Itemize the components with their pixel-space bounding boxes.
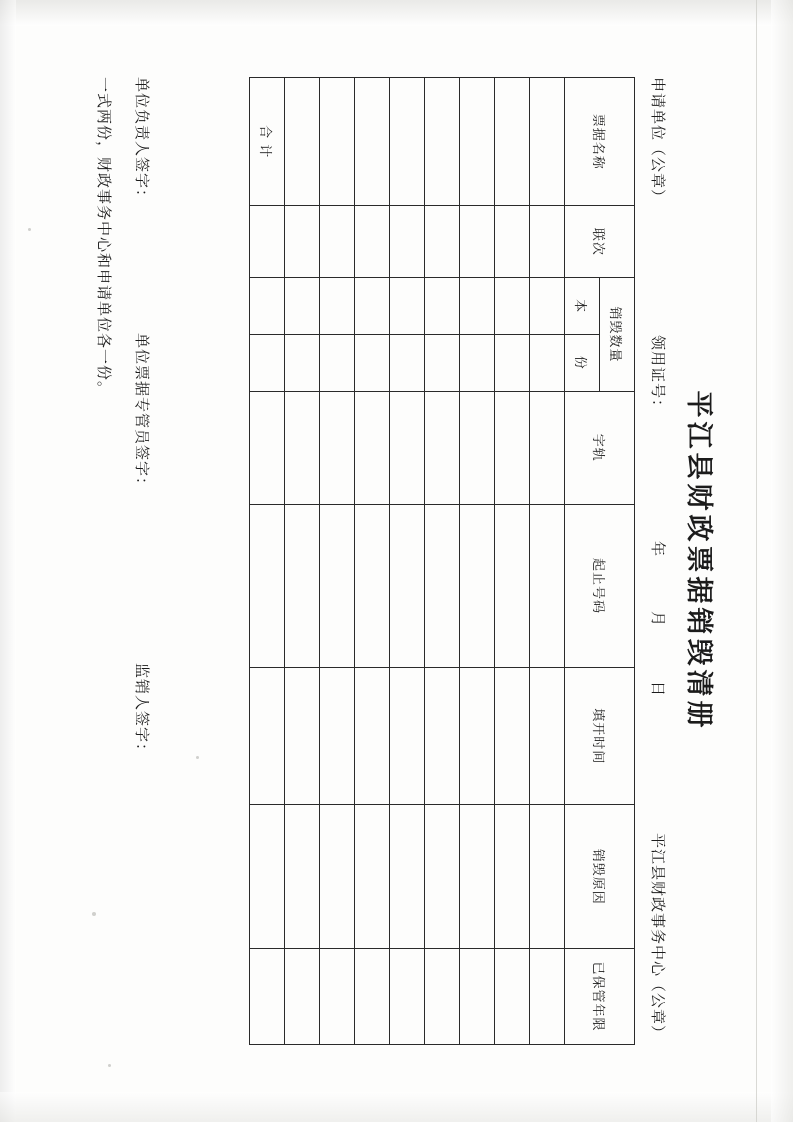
unit-head-signature-label: 单位负责人签字： (132, 77, 151, 206)
cell-lianci[interactable] (459, 206, 494, 278)
cell-fen[interactable] (319, 334, 354, 391)
cell-lianci[interactable] (424, 206, 459, 278)
cell-ben[interactable] (319, 278, 354, 335)
scan-edge-left (0, 0, 16, 1122)
applicant-unit-label: 申请单位（公章） (648, 77, 667, 206)
destruction-register-table (249, 77, 635, 1045)
column-header-name: 票据名称 (564, 78, 634, 206)
table-row[interactable] (284, 78, 319, 1045)
scan-speck (28, 228, 31, 231)
cell-fen[interactable] (284, 334, 319, 391)
cell-fen[interactable] (354, 334, 389, 391)
scan-speck (108, 1064, 111, 1067)
column-header-range: 起止号码 (564, 504, 634, 667)
cell-reason[interactable] (424, 805, 459, 949)
finance-center-seal-label: 平江县财政事务中心（公章） (648, 832, 667, 1041)
total-ben[interactable] (249, 278, 284, 335)
column-header-lianci: 联次 (564, 206, 634, 278)
cell-range[interactable] (424, 504, 459, 667)
cell-range[interactable] (494, 504, 529, 667)
cell-kept-years[interactable] (424, 949, 459, 1045)
scan-edge-bottom (0, 1092, 793, 1122)
cell-lianci[interactable] (389, 206, 424, 278)
cell-lianci[interactable] (494, 206, 529, 278)
cell-reason[interactable] (284, 805, 319, 949)
table-row[interactable] (529, 78, 564, 1045)
cell-kept-years[interactable] (319, 949, 354, 1045)
cell-reason[interactable] (494, 805, 529, 949)
cell-name[interactable] (354, 78, 389, 206)
cell-name[interactable] (424, 78, 459, 206)
month-label: 月 (648, 611, 667, 628)
cell-name[interactable] (529, 78, 564, 206)
cell-kept-years[interactable] (494, 949, 529, 1045)
scan-edge-right (771, 0, 793, 1122)
cell-name[interactable] (494, 78, 529, 206)
cell-kept-years[interactable] (284, 949, 319, 1045)
year-label: 年 (648, 541, 667, 558)
table-row[interactable] (459, 78, 494, 1045)
cell-open-time[interactable] (494, 668, 529, 805)
total-label: 合 计 (249, 78, 284, 206)
cell-range[interactable] (319, 504, 354, 667)
cell-ben[interactable] (529, 278, 564, 335)
column-header-destroy-qty: 销毁数量 (599, 278, 634, 391)
cell-open-time[interactable] (529, 668, 564, 805)
cell-lianci[interactable] (284, 206, 319, 278)
cell-zihao[interactable] (319, 391, 354, 504)
cell-range[interactable] (459, 504, 494, 667)
column-header-kept-years: 已保管年限 (564, 949, 634, 1045)
total-zihao[interactable] (249, 391, 284, 504)
cell-open-time[interactable] (319, 668, 354, 805)
cell-lianci[interactable] (319, 206, 354, 278)
signature-row (132, 77, 153, 1045)
cell-zihao[interactable] (354, 391, 389, 504)
page-title: 平江县财政票据销毁清册 (682, 390, 714, 732)
footer-note: 一式两份，财政事务中心和申请单位各一份。 (94, 77, 113, 398)
cell-range[interactable] (284, 504, 319, 667)
cell-reason[interactable] (529, 805, 564, 949)
cell-lianci[interactable] (354, 206, 389, 278)
cell-name[interactable] (319, 78, 354, 206)
total-range[interactable] (249, 504, 284, 667)
cell-kept-years[interactable] (459, 949, 494, 1045)
cell-fen[interactable] (494, 334, 529, 391)
cell-ben[interactable] (424, 278, 459, 335)
cell-fen[interactable] (529, 334, 564, 391)
table-row[interactable] (424, 78, 459, 1045)
cell-zihao[interactable] (284, 391, 319, 504)
cell-zihao[interactable] (459, 391, 494, 504)
table-header-row (599, 78, 634, 1045)
table-row[interactable] (354, 78, 389, 1045)
cell-ben[interactable] (494, 278, 529, 335)
column-header-open-time: 填开时间 (564, 668, 634, 805)
cell-reason[interactable] (354, 805, 389, 949)
cell-kept-years[interactable] (354, 949, 389, 1045)
unit-clerk-signature-label: 单位票据专管员签字： (132, 333, 151, 494)
column-header-ben: 本 (564, 278, 599, 335)
column-header-zihao: 字轨 (564, 391, 634, 504)
certificate-number-label: 领用证号： (648, 335, 667, 416)
total-lianci[interactable] (249, 206, 284, 278)
total-fen[interactable] (249, 334, 284, 391)
rotated-document-body (67, 71, 727, 1051)
cell-name[interactable] (389, 78, 424, 206)
cell-name[interactable] (284, 78, 319, 206)
cell-ben[interactable] (389, 278, 424, 335)
table-row[interactable] (389, 78, 424, 1045)
date-fields (648, 527, 669, 775)
cell-range[interactable] (529, 504, 564, 667)
cell-zihao[interactable] (389, 391, 424, 504)
scan-edge-top (0, 0, 793, 26)
cell-fen[interactable] (424, 334, 459, 391)
total-open-time[interactable] (249, 668, 284, 805)
cell-open-time[interactable] (459, 668, 494, 805)
cell-ben[interactable] (284, 278, 319, 335)
cell-reason[interactable] (389, 805, 424, 949)
cell-range[interactable] (354, 504, 389, 667)
page-fold-line (756, 0, 757, 1122)
day-label: 日 (648, 681, 667, 698)
cell-kept-years[interactable] (529, 949, 564, 1045)
cell-ben[interactable] (459, 278, 494, 335)
table-body (249, 78, 564, 1045)
cell-reason[interactable] (319, 805, 354, 949)
cell-open-time[interactable] (354, 668, 389, 805)
cell-ben[interactable] (354, 278, 389, 335)
cell-open-time[interactable] (389, 668, 424, 805)
cell-zihao[interactable] (494, 391, 529, 504)
document-header (648, 77, 669, 1045)
column-header-reason: 销毁原因 (564, 805, 634, 949)
table-row[interactable] (494, 78, 529, 1045)
cell-open-time[interactable] (424, 668, 459, 805)
cell-reason[interactable] (459, 805, 494, 949)
cell-lianci[interactable] (529, 206, 564, 278)
table-total-row (249, 78, 284, 1045)
total-kept-years[interactable] (249, 949, 284, 1045)
supervisor-signature-label: 监销人签字： (132, 663, 151, 760)
column-header-fen: 份 (564, 334, 599, 391)
cell-zihao[interactable] (529, 391, 564, 504)
cell-zihao[interactable] (424, 391, 459, 504)
total-reason[interactable] (249, 805, 284, 949)
cell-name[interactable] (459, 78, 494, 206)
cell-range[interactable] (389, 504, 424, 667)
table-row[interactable] (319, 78, 354, 1045)
cell-fen[interactable] (459, 334, 494, 391)
cell-fen[interactable] (389, 334, 424, 391)
cell-open-time[interactable] (284, 668, 319, 805)
cell-kept-years[interactable] (389, 949, 424, 1045)
